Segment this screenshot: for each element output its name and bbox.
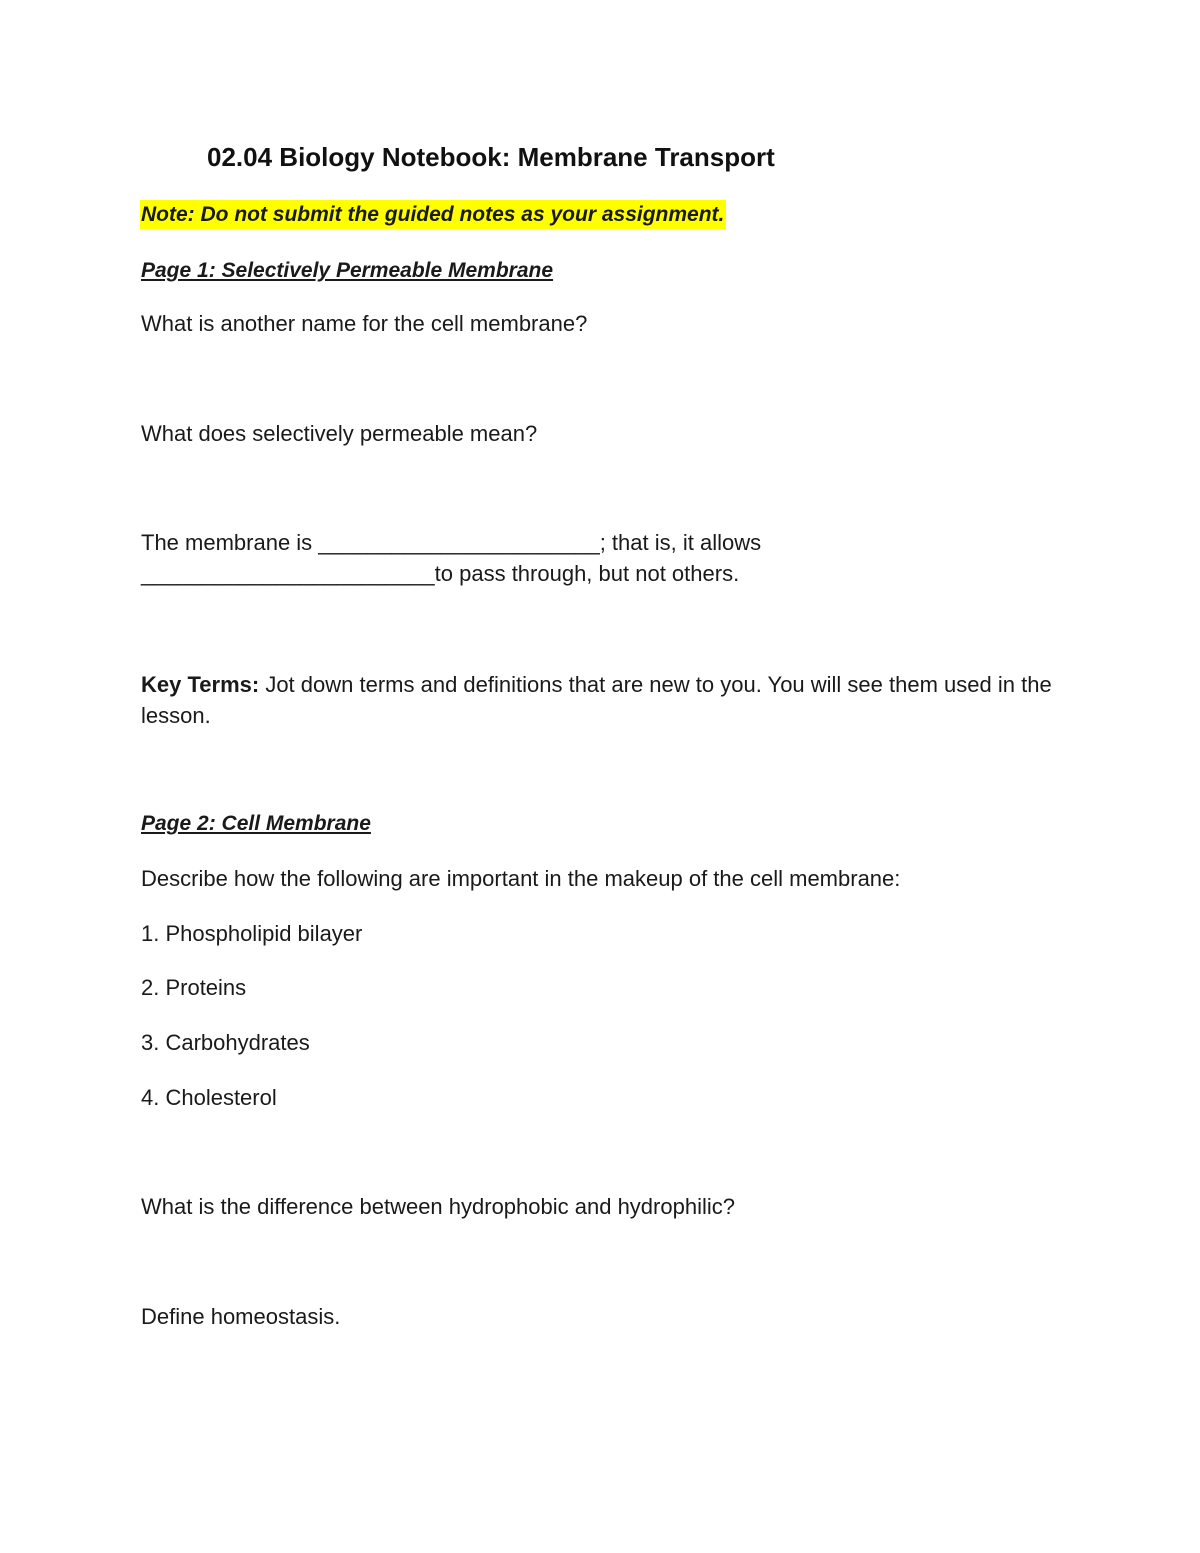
question-selectively-permeable: What does selectively permeable mean?: [141, 421, 538, 446]
list-item: 2. Proteins: [141, 975, 247, 1000]
describe-instruction: Describe how the following are important in the makeup of the cell membrane:: [141, 866, 901, 891]
question-homeostasis: Define homeostasis.: [141, 1304, 341, 1329]
key-terms-paragraph: [141, 669, 1061, 731]
list-item: 4. Cholesterol: [141, 1085, 277, 1110]
key-terms-text: Jot down terms and definitions that are new to you. You will see them used in the lesson.: [141, 672, 1052, 728]
fill-in-line-2: ________________________to pass through, but not others.: [141, 561, 740, 586]
document-title: 02.04 Biology Notebook: Membrane Transport: [207, 142, 775, 172]
page1-heading: Page 1: Selectively Permeable Membrane: [141, 259, 554, 282]
key-terms-label: Key Terms:: [141, 672, 260, 697]
highlighted-note: Note: Do not submit the guided notes as your assignment.: [140, 200, 726, 229]
question-hydrophobic-hydrophilic: What is the difference between hydrophobic and hydrophilic?: [141, 1194, 735, 1219]
list-item: 3. Carbohydrates: [141, 1030, 310, 1055]
question-other-name: What is another name for the cell membrane?: [141, 311, 588, 336]
fill-in-line-1: The membrane is _______________________; that is, it allows: [141, 530, 762, 555]
page2-heading: Page 2: Cell Membrane: [141, 812, 371, 835]
list-item: 1. Phospholipid bilayer: [141, 921, 363, 946]
